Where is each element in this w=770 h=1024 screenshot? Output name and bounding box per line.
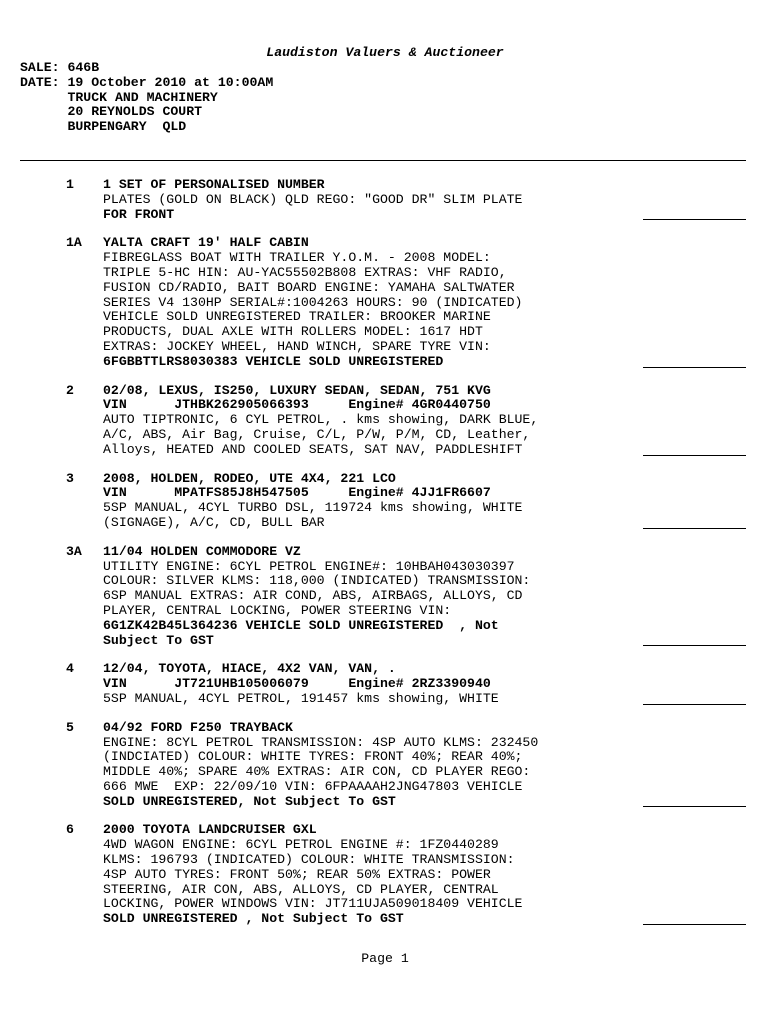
company-name: Laudiston Valuers & Auctioneer xyxy=(266,45,504,60)
lot-description-line: PRODUCTS, DUAL AXLE WITH ROLLERS MODEL: 1617 HDT xyxy=(103,324,483,340)
lot-number: 1 xyxy=(66,177,74,192)
lot-description-line: LOCKING, POWER WINDOWS VIN: JT711UJA509018409 VEHICLE xyxy=(103,896,523,912)
address-line-1: TRUCK AND MACHINERY xyxy=(20,89,218,105)
lot-description-line: 5SP MANUAL, 4CYL TURBO DSL, 119724 kms showing, WHITE xyxy=(103,500,523,516)
lot-number: 4 xyxy=(66,661,74,677)
lot-description-line: 5SP MANUAL, 4CYL PETROL, 191457 kms showing, WHITE xyxy=(103,690,499,706)
address-line-2: 20 REYNOLDS COURT xyxy=(20,104,203,120)
lot-description-line: FIBREGLASS BOAT WITH TRAILER Y.O.M. - 2008 MODEL: xyxy=(103,250,491,266)
lot-description-line: (INDCIATED) COLOUR: WHITE TYRES: FRONT 40%; REAR 40%; xyxy=(103,749,523,765)
lot-description-line: 2008, HOLDEN, RODEO, UTE 4X4, 221 LCO xyxy=(103,470,396,486)
lot-entry xyxy=(0,384,770,458)
sale-number: SALE: 646B xyxy=(20,60,100,75)
lot-description-line: SOLD UNREGISTERED, Not Subject To GST xyxy=(103,793,396,809)
lot-description-line: Alloys, HEATED AND COOLED SEATS, SAT NAV, PADDLESHIFT xyxy=(103,441,523,457)
bid-entry-line xyxy=(643,924,746,925)
lot-description-line: FUSION CD/RADIO, BAIT BOARD ENGINE: YAMAHA SALTWATER xyxy=(103,279,515,295)
lot-entry xyxy=(0,662,770,706)
lot-description-line: Subject To GST xyxy=(103,632,214,648)
lot-description-line: FOR FRONT xyxy=(103,206,175,222)
lot-description-line: VIN MPATFS85J8H547505 Engine# 4JJ1FR6607 xyxy=(103,485,491,501)
lot-number: 1A xyxy=(66,235,82,251)
lot-description-line: PLATES (GOLD ON BLACK) QLD REGO: "GOOD DR" SLIM PLATE xyxy=(103,191,523,207)
lot-description-line: 6G1ZK42B45L364236 VEHICLE SOLD UNREGISTERED , Not xyxy=(103,617,499,633)
lot-entry xyxy=(0,236,770,369)
bid-entry-line xyxy=(643,704,746,705)
lot-entry xyxy=(0,823,770,927)
lot-description-line: SERIES V4 130HP SERIAL#:1004263 HOURS: 90 (INDICATED) xyxy=(103,294,523,310)
bid-entry-line xyxy=(643,367,746,368)
lot-entry xyxy=(0,472,770,531)
lot-description-line: 4SP AUTO TYRES: FRONT 50%; REAR 50% EXTRAS: POWER xyxy=(103,866,491,882)
lot-number: 5 xyxy=(66,719,74,735)
lot-description-line: 04/92 FORD F250 TRAYBACK xyxy=(103,719,293,735)
sale-header xyxy=(20,61,273,135)
lot-description-line: COLOUR: SILVER KLMS: 118,000 (INDICATED) TRANSMISSION: xyxy=(103,573,531,589)
bid-entry-line xyxy=(643,806,746,807)
lot-description-line: 6SP MANUAL EXTRAS: AIR COND, ABS, AIRBAGS, ALLOYS, CD xyxy=(103,588,523,604)
lot-description xyxy=(103,236,633,369)
lot-description-line: A/C, ABS, Air Bag, Cruise, C/L, P/W, P/M, CD, Leather, xyxy=(103,426,531,442)
lot-description-line: VEHICLE SOLD UNREGISTERED TRAILER: BROOKER MARINE xyxy=(103,309,491,325)
bid-entry-line xyxy=(643,528,746,529)
lot-description-line: VIN JT721UHB105006079 Engine# 2RZ3390940 xyxy=(103,676,491,692)
lot-number: 3 xyxy=(66,470,74,486)
lot-description-line: AUTO TIPTRONIC, 6 CYL PETROL, . kms showing, DARK BLUE, xyxy=(103,412,539,428)
lot-description-line: YALTA CRAFT 19' HALF CABIN xyxy=(103,235,309,251)
lot-number: 3A xyxy=(66,543,82,559)
lot-description-line: 1 SET OF PERSONALISED NUMBER xyxy=(103,177,325,192)
lot-description-line: UTILITY ENGINE: 6CYL PETROL ENGINE#: 10HBAH043030397 xyxy=(103,558,515,574)
lot-description-line: (SIGNAGE), A/C, CD, BULL BAR xyxy=(103,514,325,530)
lot-description-line: 11/04 HOLDEN COMMODORE VZ xyxy=(103,543,301,559)
lot-description-line: 02/08, LEXUS, IS250, LUXURY SEDAN, SEDAN, 751 KVG xyxy=(103,382,491,398)
lot-number: 2 xyxy=(66,382,74,398)
lot-description xyxy=(103,823,633,927)
sale-date: DATE: 19 October 2010 at 10:00AM xyxy=(20,74,274,90)
lot-description-line: EXTRAS: JOCKEY WHEEL, HAND WINCH, SPARE TYRE VIN: xyxy=(103,338,491,354)
lot-entry xyxy=(0,545,770,649)
header-divider xyxy=(20,160,746,161)
bid-entry-line xyxy=(643,219,746,220)
lot-description-line: 2000 TOYOTA LANDCRUISER GXL xyxy=(103,822,317,838)
lot-description xyxy=(103,545,633,649)
lot-list xyxy=(0,178,770,941)
lot-description xyxy=(103,721,633,810)
lot-description-line: SOLD UNREGISTERED , Not Subject To GST xyxy=(103,911,404,927)
lot-description-line: MIDDLE 40%; SPARE 40% EXTRAS: AIR CON, CD PLAYER REGO: xyxy=(103,764,531,780)
lot-description-line: STEERING, AIR CON, ABS, ALLOYS, CD PLAYER, CENTRAL xyxy=(103,881,499,897)
lot-description-line: ENGINE: 8CYL PETROL TRANSMISSION: 4SP AUTO KLMS: 232450 xyxy=(103,734,539,750)
bid-entry-line xyxy=(643,455,746,456)
lot-description xyxy=(103,178,633,222)
page-number: Page 1 xyxy=(361,951,409,966)
lot-number: 6 xyxy=(66,822,74,838)
address-line-3: BURPENGARY QLD xyxy=(20,119,187,135)
lot-description-line: KLMS: 196793 (INDICATED) COLOUR: WHITE TRANSMISSION: xyxy=(103,852,515,868)
lot-entry xyxy=(0,721,770,810)
lot-description-line: TRIPLE 5-HC HIN: AU-YAC55502B808 EXTRAS: VHF RADIO, xyxy=(103,264,507,280)
bid-entry-line xyxy=(643,645,746,646)
lot-description-line: PLAYER, CENTRAL LOCKING, POWER STEERING VIN: xyxy=(103,602,452,618)
lot-entry xyxy=(0,178,770,222)
lot-description-line: VIN JTHBK262905066393 Engine# 4GR0440750 xyxy=(103,397,491,413)
lot-description xyxy=(103,472,633,531)
lot-description xyxy=(103,662,633,706)
lot-description-line: 4WD WAGON ENGINE: 6CYL PETROL ENGINE #: 1FZ0440289 xyxy=(103,837,499,853)
lot-description-line: 12/04, TOYOTA, HIACE, 4X2 VAN, VAN, . xyxy=(103,661,396,677)
lot-description xyxy=(103,384,633,458)
lot-description-line: 6FGBBTTLRS8030383 VEHICLE SOLD UNREGISTERED xyxy=(103,353,444,369)
lot-description-line: 666 MWE EXP: 22/09/10 VIN: 6FPAAAAH2JNG47803 VEHICLE xyxy=(103,778,523,794)
